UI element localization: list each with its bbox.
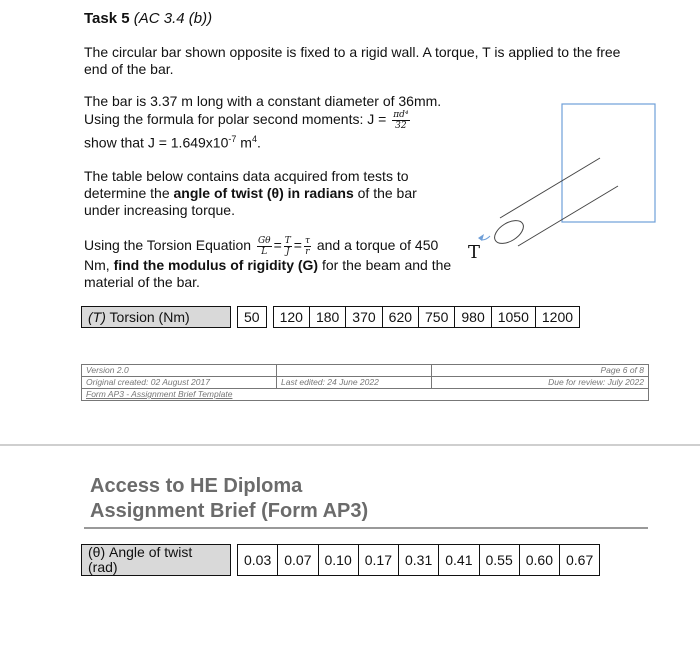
- task-heading: Task 5: [84, 10, 130, 27]
- paragraph-table-info: [84, 168, 444, 219]
- task-title: [84, 10, 212, 27]
- fraction-g-theta-l: [257, 236, 272, 257]
- torque-cell: 50: [238, 307, 267, 328]
- polar-formula-label: Using the formula for polar second moments: J =: [84, 111, 387, 128]
- fraction-denominator: r: [305, 247, 310, 257]
- torsion-equation-bold: find the modulus of rigidity (G): [113, 257, 319, 273]
- page-footer: [81, 364, 649, 401]
- footer-form: Form AP3 - Assignment Brief Template: [86, 389, 233, 399]
- table-info-bold: angle of twist (θ) in radians: [173, 185, 354, 201]
- footer-row: [82, 377, 648, 389]
- fraction-numerator: Gθ: [257, 236, 271, 246]
- next-page-header: [90, 474, 368, 524]
- angle-cell: 0.60: [519, 545, 559, 576]
- footer-edited: Last edited: 24 June 2022: [277, 377, 432, 388]
- polar-result-unit: m: [236, 134, 252, 151]
- angle-header: [82, 545, 231, 576]
- angle-table: [81, 544, 600, 576]
- angle-cell: 0.10: [318, 545, 358, 576]
- torque-cell: 620: [382, 307, 418, 328]
- angle-cell: 0.67: [560, 545, 600, 576]
- torque-cell: 1200: [535, 307, 579, 328]
- polar-result-text: show that J = 1.649x10: [84, 134, 229, 151]
- paragraph-bar-dimensions: [84, 93, 464, 152]
- torque-label: T: [468, 242, 481, 263]
- fraction-tau-r: [304, 236, 311, 257]
- torsion-equation-label: Using the Torsion Equation: [84, 237, 252, 254]
- polar-result-line: [84, 131, 464, 152]
- angle-cell: 0.03: [238, 545, 278, 576]
- page-divider: [0, 444, 700, 446]
- angle-cell: 0.31: [399, 545, 439, 576]
- footer-row: [82, 365, 648, 377]
- footer-blank: [277, 365, 432, 376]
- bar-length-text: The bar is 3.37 m long with a constant diameter of 36mm.: [84, 93, 442, 109]
- header-underline: [84, 527, 648, 529]
- table-row: [82, 307, 580, 328]
- torsion-equation-mid: and a torque of 450 Nm,: [84, 237, 439, 273]
- paragraph-torsion-equation: Using the Torsion Equation $\frac{G\theta}{L}$ = $\frac{T}{J}$ = $\frac{\tau}{r}$ and a torque of 450 Nm, find the modulus of rigidity (G) for the beam and the material of the bar.: [84, 236, 452, 290]
- torsion-equation-end: for the beam and the material of the bar.: [84, 257, 452, 290]
- table-row: [82, 545, 600, 576]
- footer-page: Page 6 of 8: [600, 365, 644, 375]
- angle-cell: 0.07: [278, 545, 318, 576]
- torque-cell: 120: [273, 307, 309, 328]
- polar-formula-numerator: πd⁴: [393, 110, 409, 120]
- fraction-numerator: T: [284, 236, 291, 246]
- angle-cell: 0.41: [439, 545, 479, 576]
- rigid-wall: [562, 104, 655, 222]
- torque-cell: 980: [455, 307, 491, 328]
- polar-formula-fraction: [392, 110, 409, 131]
- header-title-line2: Assignment Brief (Form AP3): [90, 500, 369, 522]
- torque-cell: 180: [309, 307, 345, 328]
- fraction-denominator: J: [285, 247, 290, 257]
- task-ref: (AC 3.4 (b)): [133, 10, 213, 27]
- paragraph-intro: The circular bar shown opposite is fixed to a rigid wall. A torque, T is applied to the free end of the bar.: [84, 44, 621, 77]
- angle-header-line1: (θ) Angle of twist: [88, 544, 193, 560]
- table-info-end: of the bar under increasing torque.: [84, 185, 417, 218]
- polar-formula-line: [84, 110, 464, 131]
- polar-result-exponent: -7: [228, 134, 237, 144]
- table-info-text: The table below contains data acquired from tests to determine the: [84, 168, 409, 201]
- polar-result-end: .: [256, 134, 261, 151]
- table-gap: [231, 545, 238, 576]
- angle-cell: 0.55: [479, 545, 519, 576]
- table-gap: [266, 307, 273, 328]
- polar-formula-denominator: 32: [395, 121, 407, 131]
- torque-header: (T) Torsion (Nm): [82, 307, 231, 328]
- fraction-denominator: L: [261, 247, 268, 257]
- footer-review: Due for review: July 2022: [548, 377, 644, 387]
- footer-row: [82, 389, 648, 400]
- fraction-numerator: τ: [304, 236, 310, 246]
- polar-result-unit-exponent: 4: [251, 134, 257, 144]
- angle-header-line2: (rad): [88, 559, 118, 575]
- bar-torque-diagram: [460, 100, 660, 270]
- table-gap: [231, 307, 238, 328]
- torque-cell: 370: [346, 307, 382, 328]
- footer-created: Original created: 02 August 2017: [82, 377, 277, 388]
- torque-cell: 1050: [491, 307, 535, 328]
- header-title-line1: Access to HE Diploma: [90, 475, 303, 497]
- fraction-t-j: [284, 236, 292, 257]
- torque-table: [81, 306, 580, 328]
- angle-cell: 0.17: [358, 545, 398, 576]
- footer-version: Version 2.0: [82, 365, 277, 376]
- torque-cell: 750: [419, 307, 455, 328]
